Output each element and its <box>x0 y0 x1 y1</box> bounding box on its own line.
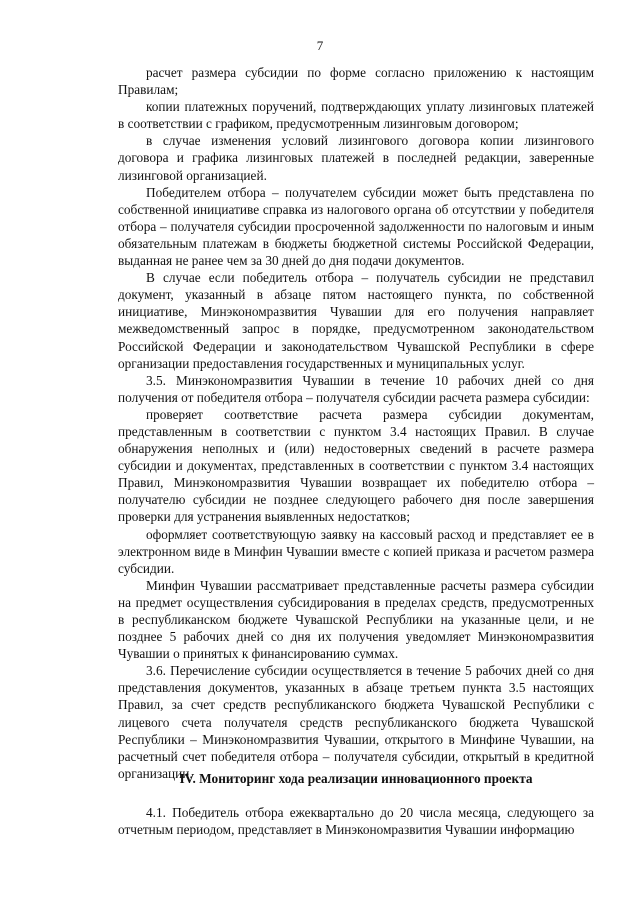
paragraph: расчет размера субсидии по форме согласно приложению к настоящим Правилам; <box>118 65 594 98</box>
paragraph: 3.6. Перечисление субсидии осуществляется в течение 5 рабочих дней со дня представления документов, указанных в абзаце третьем пункта 3.5 настоящих Правил, за счет средств республиканского бюджета Чувашской Республики с лицевого счета получателя средств республиканского бюджета Чувашской Республики – Минэкономразвития Чувашии, открытого в Минфине Чувашии, на расчетный счет победителя отбора – получателя субсидии, открытый в кредитной организации. <box>118 663 594 781</box>
paragraph: проверяет соответствие расчета размера субсидии документам, представленным в соответствии с пунктом 3.4 настоящих Правил. В случае обнаружения неполных и (или) недостоверных сведений в расчете размера субсидии и документах, представленных в соответствии с пунктом 3.4 настоящих Правил, Минэкономразвития Чувашии возвращает их победителю отбора – получателю субсидии не позднее следующего рабочего дня после завершения проверки для устранения выявленных недостатков; <box>118 406 594 525</box>
paragraph: 4.1. Победитель отбора ежеквартально до 20 числа месяца, следующего за отчетным периодом, представляет в Минэкономразвития Чувашии информацию <box>118 805 594 838</box>
paragraph: Победителем отбора – получателем субсидии может быть представлена по собственной инициативе справка из налогового органа об отсутствии у победителя отбора – получателя субсидии просроченной задолженности по налоговым и иным обязательным платежам в бюджеты бюджетной системы Российской Федерации, выданная не ранее чем за 30 дней до дня подачи документов. <box>118 184 594 269</box>
paragraph: 3.5. Минэкономразвития Чувашии в течение 10 рабочих дней со дня получения от победителя отбора – получателя субсидии расчета размера субсидии: <box>118 372 594 405</box>
page-number: 7 <box>316 38 324 53</box>
paragraph: Минфин Чувашии рассматривает представленные расчеты размера субсидии на предмет осуществления субсидирования в пределах средств, предусмотренных в республиканском бюджете Чувашской Республики на указанные цели, и не позднее 5 рабочих дней со дня их получения уведомляет Минэкономразвития Чувашии о принятых к финансированию суммах. <box>118 577 594 662</box>
paragraph: копии платежных поручений, подтверждающих уплату лизинговых платежей в соответствии с графиком, предусмотренным лизинговым договором; <box>118 99 594 132</box>
paragraph: в случае изменения условий лизингового договора копии лизингового договора и графика лизинговых платежей в последней редакции, заверенные лизинговой организацией. <box>118 133 594 183</box>
paragraph: В случае если победитель отбора – получатель субсидии не представил документ, указанный в абзаце пятом настоящего пункта, по собственной инициативе, Минэкономразвития Чувашии для его получения направляет межведомственный запрос в порядке, предусмотренном законодательством Российской Федерации и законодательством Чувашской Республики в сфере организации предоставления государственных и муниципальных услуг. <box>118 270 594 371</box>
paragraph: оформляет соответствующую заявку на кассовый расход и представляет ее в электронном виде в Минфин Чувашии вместе с копией приказа и расчетом размера субсидии. <box>118 526 594 576</box>
tail-text <box>118 804 594 838</box>
section-heading: IV. Мониторинг хода реализации инновационного проекта <box>179 771 533 786</box>
body-text <box>118 64 594 782</box>
